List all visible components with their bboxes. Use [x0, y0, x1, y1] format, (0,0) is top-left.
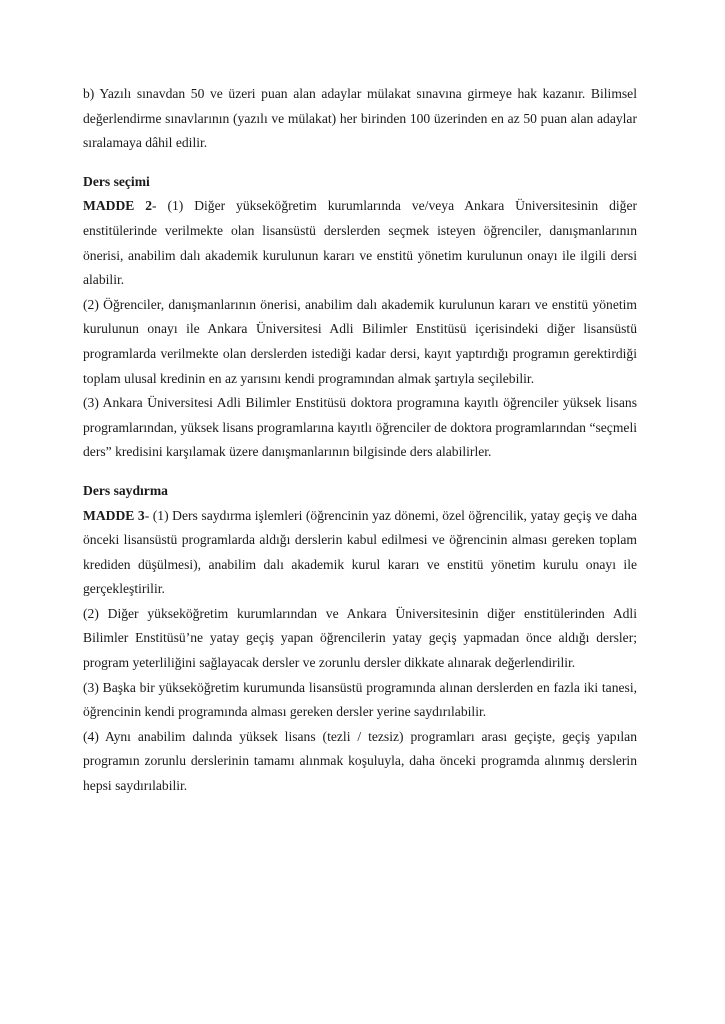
intro-paragraph: b) Yazılı sınavdan 50 ve üzeri puan alan adaylar mülakat sınavına girmeye hak kazanır. Bilimsel değerlendirme sınavlarının (yazılı ve mülakat) her birinden 100 üzerinden en az 50 puan alan adaylar sıralamaya dâhil edilir. [83, 86, 637, 151]
section-heading-ders-secimi: Ders seçimi [83, 173, 150, 189]
madde-2-text: - (1) Diğer yükseköğretim kurumlarında ve/veya Ankara Üniversitesinin diğer enstitülerinde verilmekte olan lisansüstü derslerden seçmek isteyen öğrenciler, danışmanlarının önerisi, anabilim dalı akademik kurulunun kararı ve enstitü yönetim kurulunun onayı ile ilgili dersi alabilir. [83, 198, 638, 288]
document-page [83, 82, 637, 799]
madde-3-paragraph-1 [83, 504, 637, 602]
madde-3-paragraph-2: (2) Diğer yükseköğretim kurumlarından ve Ankara Üniversitesinin diğer enstitülerinden Adli Bilimler Enstitüsü’ne yatay geçiş yapan öğrencilerin yatay geçiş yapmadan önce aldığı dersler; program yeterliliğini sağlayacak dersler ve zorunlu dersler dikkate alınarak değerlendirilir. [83, 605, 637, 671]
madde-3-paragraph-4: (4) Aynı anabilim dalında yüksek lisans (tezli / tezsiz) programları arası geçişte, geçiş yapılan programın zorunlu derslerinin tamamı alınmak koşuluyla, daha önceki programda alınmış derslerin hepsi saydırılabilir. [83, 728, 637, 794]
madde-2-paragraph-1 [83, 194, 637, 292]
madde-2-label: MADDE 2 [83, 198, 153, 214]
madde-3-paragraph-3: (3) Başka bir yükseköğretim kurumunda lisansüstü programında alınan derslerden en fazla iki tanesi, öğrencinin kendi programında alması gereken dersler yerine saydırılabilir. [83, 679, 637, 720]
madde-2-paragraph-2: (2) Öğrenciler, danışmanlarının önerisi, anabilim dalı akademik kurulunun kararı ve enstitü yönetim kurulunun onayı ile Ankara Üniversitesi Adli Bilimler Enstitüsü içerisindeki diğer lisansüstü programlarda verilmekte olan derslerden istediği kadar dersi, kayıt yaptırdığı programın gerektirdiği toplam ulusal kredinin en az yarısını kendi programından almak şartıyla seçilebilir. [83, 296, 637, 386]
section-heading-ders-saydirma: Ders saydırma [83, 482, 168, 498]
madde-3-label: MADDE 3 [83, 507, 145, 523]
madde-3-text: - (1) Ders saydırma işlemleri (öğrencinin yaz dönemi, özel öğrencilik, yatay geçiş ve daha önceki lisansüstü programlarda aldığı derslerin kabul edilmesi ve öğrencinin alması gereken toplam krediden düşülmesi), anabilim dalı akademik kurul kararı ve enstitü yönetim kurulu onayı ile gerçekleştirilir. [83, 507, 638, 597]
madde-2-paragraph-3: (3) Ankara Üniversitesi Adli Bilimler Enstitüsü doktora programına kayıtlı öğrenciler yüksek lisans programlarından, yüksek lisans programlarına kayıtlı öğrenciler de doktora programlarından “seçmeli ders” kredisini karşılamak üzere danışmanlarının bilgisinde ders alabilirler. [83, 395, 637, 460]
